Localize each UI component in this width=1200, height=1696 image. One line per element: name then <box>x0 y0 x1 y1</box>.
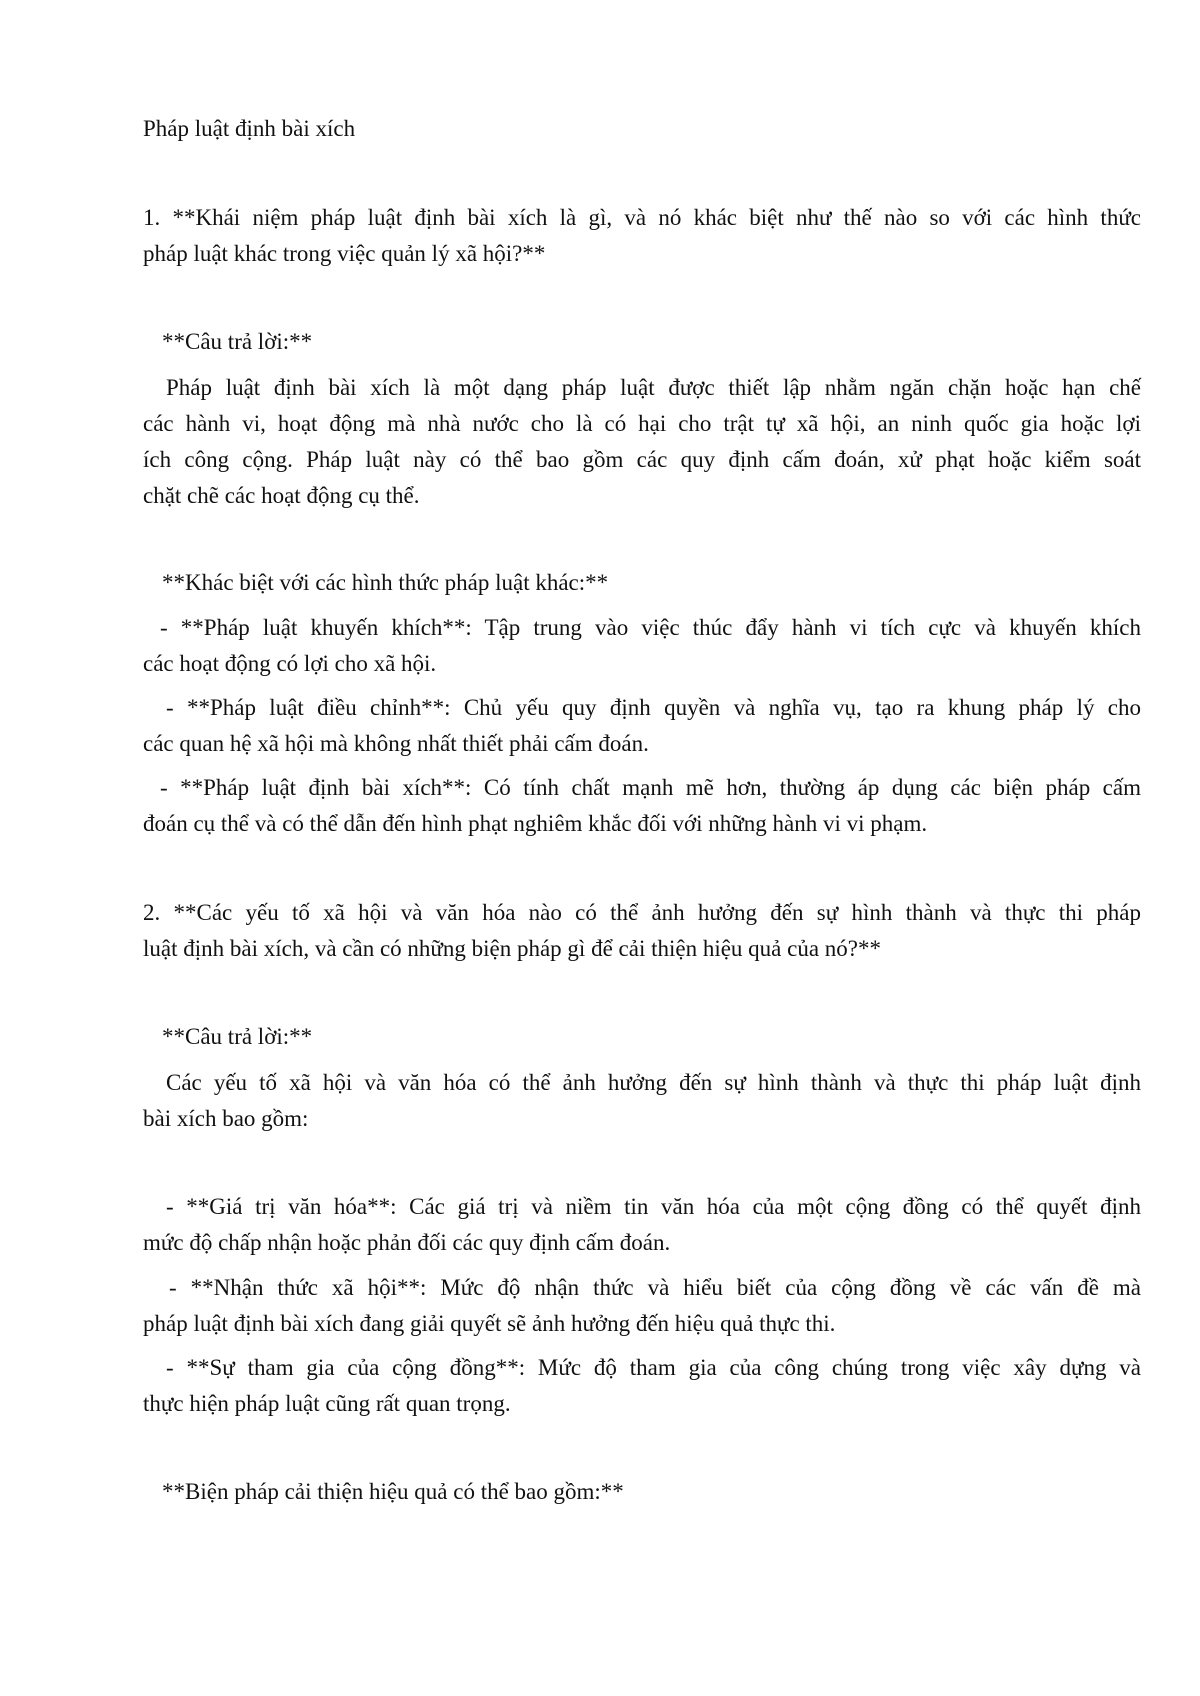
q2-bullet-1-line-1: - **Giá trị văn hóa**: Các giá trị và niềm tin văn hóa của một cộng đồng có thể quyết định <box>166 1194 1141 1219</box>
q1-bullet-2-line-2: các quan hệ xã hội mà không nhất thiết phải cấm đoán. <box>143 731 649 756</box>
answer-1-line-1: Pháp luật định bài xích là một dạng pháp luật được thiết lập nhằm ngăn chặn hoặc hạn chế <box>166 375 1141 400</box>
answer-1-label: **Câu trả lời:** <box>162 329 313 354</box>
q2-bullet-2-line-1: - **Nhận thức xã hội**: Mức độ nhận thức và hiểu biết của cộng đồng về các vấn đề mà <box>169 1275 1141 1300</box>
answer-2-line-2: bài xích bao gồm: <box>143 1106 309 1131</box>
q1-bullet-2-line-1: - **Pháp luật điều chỉnh**: Chủ yếu quy định quyền và nghĩa vụ, tạo ra khung pháp lý cho <box>166 695 1141 720</box>
differences-label: **Khác biệt với các hình thức pháp luật khác:** <box>162 570 609 595</box>
q2-bullet-2-line-2: pháp luật định bài xích đang giải quyết sẽ ảnh hưởng đến hiệu quả thực thi. <box>143 1311 836 1336</box>
q1-bullet-3-line-1: - **Pháp luật định bài xích**: Có tính chất mạnh mẽ hơn, thường áp dụng các biện pháp cấm <box>160 775 1141 800</box>
question-2-line-2: luật định bài xích, và cần có những biện pháp gì để cải thiện hiệu quả của nó?** <box>143 936 882 961</box>
measures-label: **Biện pháp cải thiện hiệu quả có thể bao gồm:** <box>162 1479 624 1504</box>
answer-1-line-3: ích công cộng. Pháp luật này có thể bao gồm các quy định cấm đoán, xử phạt hoặc kiểm soát <box>143 447 1141 472</box>
q1-bullet-3-line-2: đoán cụ thể và có thể dẫn đến hình phạt nghiêm khắc đối với những hành vi vi phạm. <box>143 811 928 836</box>
answer-2-line-1: Các yếu tố xã hội và văn hóa có thể ảnh hưởng đến sự hình thành và thực thi pháp luật định <box>166 1070 1141 1095</box>
answer-1-line-4: chặt chẽ các hoạt động cụ thể. <box>143 483 420 508</box>
q1-bullet-1-line-2: các hoạt động có lợi cho xã hội. <box>143 651 437 676</box>
answer-2-label: **Câu trả lời:** <box>162 1024 313 1049</box>
q1-bullet-1-line-1: - **Pháp luật khuyến khích**: Tập trung vào việc thúc đẩy hành vi tích cực và khuyến khích <box>160 615 1141 640</box>
document-title: Pháp luật định bài xích <box>143 116 356 141</box>
question-2-line-1: 2. **Các yếu tố xã hội và văn hóa nào có thể ảnh hưởng đến sự hình thành và thực thi pháp <box>143 900 1141 925</box>
q2-bullet-1-line-2: mức độ chấp nhận hoặc phản đối các quy định cấm đoán. <box>143 1230 671 1255</box>
question-1-line-2: pháp luật khác trong việc quản lý xã hội?** <box>143 241 546 266</box>
answer-1-line-2: các hành vi, hoạt động mà nhà nước cho là có hại cho trật tự xã hội, an ninh quốc gia hoặc lợi <box>143 411 1141 436</box>
q2-bullet-3-line-1: - **Sự tham gia của cộng đồng**: Mức độ tham gia của công chúng trong việc xây dựng và <box>166 1355 1141 1380</box>
q2-bullet-3-line-2: thực hiện pháp luật cũng rất quan trọng. <box>143 1391 511 1416</box>
question-1-line-1: 1. **Khái niệm pháp luật định bài xích là gì, và nó khác biệt như thế nào so với các hình thức <box>143 205 1141 230</box>
